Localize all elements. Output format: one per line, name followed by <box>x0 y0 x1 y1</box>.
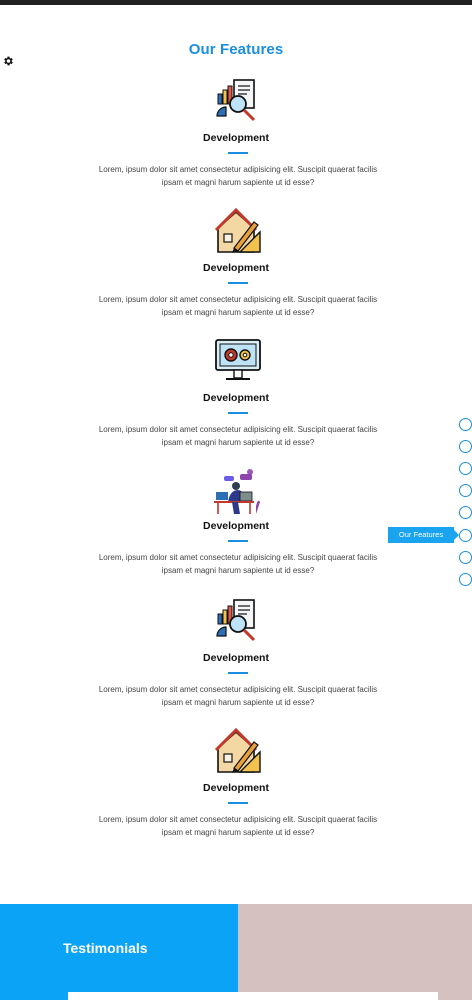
feature-card <box>0 338 472 468</box>
nav-dot[interactable] <box>459 506 472 519</box>
analytics-search-icon <box>214 598 262 644</box>
feature-card <box>0 78 472 208</box>
feature-title: Development <box>203 520 269 532</box>
title-underline <box>228 802 248 804</box>
analytics-search-icon <box>214 78 262 124</box>
nav-dot[interactable] <box>459 462 472 475</box>
top-bar <box>0 0 472 5</box>
feature-title: Development <box>203 652 269 664</box>
feature-title: Development <box>203 782 269 794</box>
feature-description: Lorem, ipsum dolor sit amet consectetur adipisicing elit. Suscipit quaerat facilis ipsam et magni harum sapiente ut id esse? <box>98 165 378 187</box>
nav-dot[interactable] <box>459 418 472 431</box>
nav-dot[interactable] <box>459 484 472 497</box>
title-underline <box>228 282 248 284</box>
feature-title: Development <box>203 392 269 404</box>
developer-at-desk-icon <box>214 468 262 514</box>
nav-dot[interactable] <box>459 573 472 586</box>
feature-description: Lorem, ipsum dolor sit amet consectetur adipisicing elit. Suscipit quaerat facilis ipsam et magni harum sapiente ut id esse? <box>98 553 378 575</box>
feature-description: Lorem, ipsum dolor sit amet consectetur adipisicing elit. Suscipit quaerat facilis ipsam et magni harum sapiente ut id esse? <box>98 815 378 837</box>
title-underline <box>228 412 248 414</box>
title-underline <box>228 152 248 154</box>
section-dot-nav <box>459 418 472 588</box>
home-design-icon <box>214 208 262 254</box>
feature-card <box>0 208 472 338</box>
nav-dot[interactable] <box>459 440 472 453</box>
testimonial-card <box>68 992 438 1000</box>
nav-dot[interactable] <box>459 551 472 564</box>
title-underline <box>228 540 248 542</box>
feature-description: Lorem, ipsum dolor sit amet consectetur adipisicing elit. Suscipit quaerat facilis ipsam et magni harum sapiente ut id esse? <box>98 295 378 317</box>
feature-card <box>0 728 472 858</box>
title-underline <box>228 672 248 674</box>
nav-dot-active[interactable] <box>459 529 472 542</box>
feature-description: Lorem, ipsum dolor sit amet consectetur adipisicing elit. Suscipit quaerat facilis ipsam et magni harum sapiente ut id esse? <box>98 425 378 447</box>
home-design-icon <box>214 728 262 774</box>
feature-description: Lorem, ipsum dolor sit amet consectetur adipisicing elit. Suscipit quaerat facilis ipsam et magni harum sapiente ut id esse? <box>98 685 378 707</box>
nav-tooltip: Our Features <box>388 527 454 543</box>
feature-title: Development <box>203 132 269 144</box>
monitor-gears-icon <box>214 338 262 384</box>
section-title: Our Features <box>188 41 284 58</box>
testimonials-image-panel <box>238 904 472 1000</box>
feature-card <box>0 598 472 728</box>
testimonials-title: Testimonials <box>63 940 148 956</box>
feature-title: Development <box>203 262 269 274</box>
